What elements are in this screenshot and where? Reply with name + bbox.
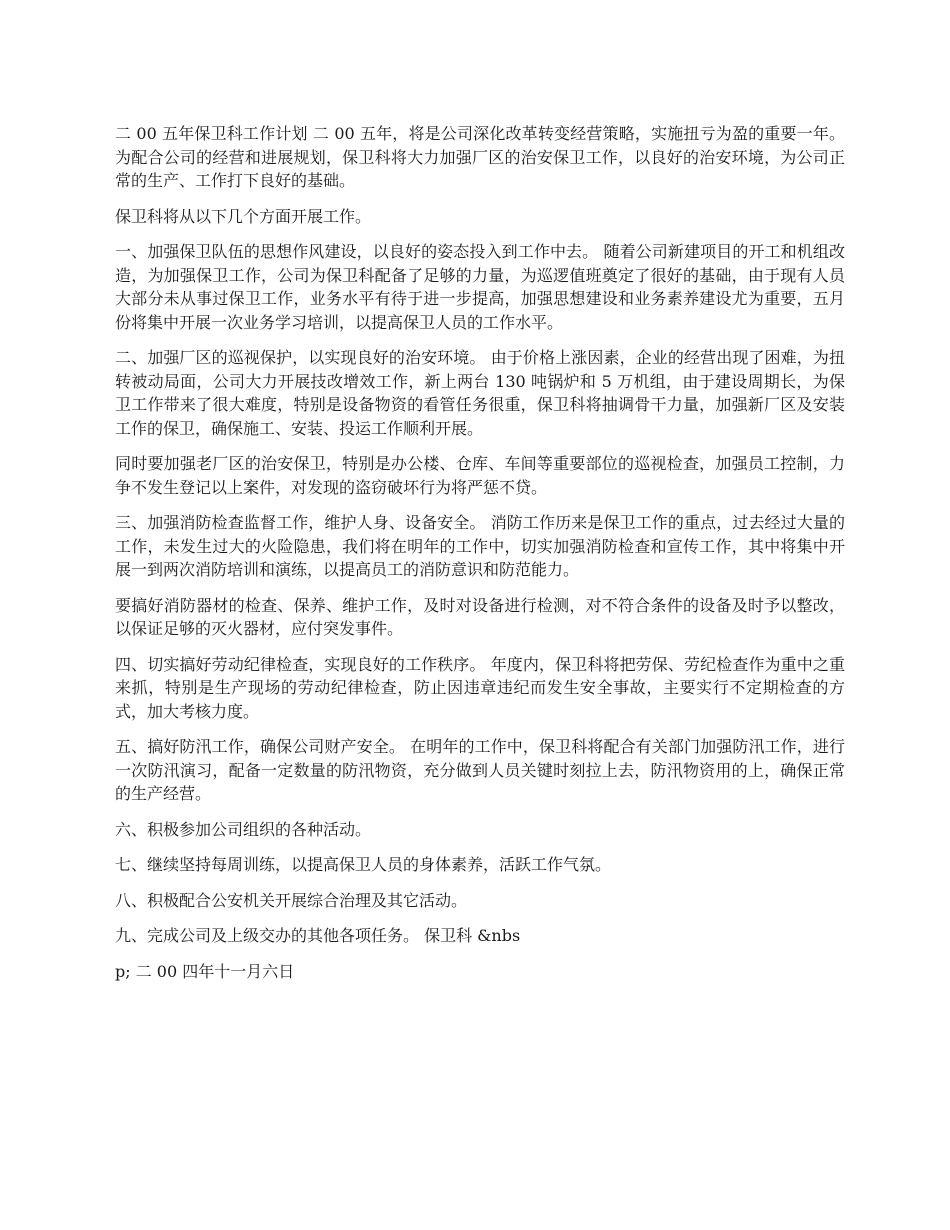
- paragraph-item-7: 七、继续坚持每周训练，以提高保卫人员的身体素养，活跃工作气氛。: [115, 855, 612, 874]
- paragraph-item-2: 二、加强厂区的巡视保护，以实现良好的治安环境。 由于价格上涨因素，企业的经营出现了困难，为扭转被动局面，公司大力开展技改增效工作，新上两台 130 吨锅炉和 5 万机组，由于建设周期长，为保卫工作带来了很大难度，特别是设备物资的看管任务很重，保卫科将抽调骨干力量，加强新厂区及安装工作的保卫，确保施工、安装、投运工作顺利开展。: [115, 348, 845, 438]
- paragraph-item-2-cont: 同时要加强老厂区的治安保卫，特别是办公楼、仓库、车间等重要部位的巡视检查，加强员工控制，力争不发生登记以上案件，对发现的盗窃破坏行为将严惩不贷。: [115, 454, 845, 497]
- paragraph-item-9: 九、完成公司及上级交办的其他各项任务。 保卫科 &nbs: [115, 926, 521, 945]
- paragraph-overview: 保卫科将从以下几个方面开展工作。: [115, 206, 372, 226]
- paragraph-item-1: 一、加强保卫队伍的思想作风建设，以良好的姿态投入到工作中去。 随着公司新建项目的开工和机组改造，为加强保卫工作，公司为保卫科配备了足够的力量，为巡逻值班奠定了很好的基础，由于现有人员大部分未从事过保卫工作，业务水平有待于进一步提高，加强思想建设和业务素养建设尤为重要，五月份将集中开展一次业务学习培训，以提高保卫人员的工作水平。: [115, 242, 845, 332]
- paragraph-intro: 二 00 五年保卫科工作计划 二 00 五年，将是公司深化改革转变经营策略，实施扭亏为盈的重要一年。为配合公司的经营和进展规划，保卫科将大力加强厂区的治安保卫工作，以良好的治安环境，为公司正常的生产、工作打下良好的基础。: [115, 124, 845, 190]
- paragraph-item-8: 八、积极配合公安机关开展综合治理及其它活动。: [115, 890, 468, 910]
- paragraph-item-3: 三、加强消防检查监督工作，维护人身、设备安全。 消防工作历来是保卫工作的重点，过去经过大量的工作，未发生过大的火险隐患，我们将在明年的工作中，切实加强消防检查和宣传工作，其中将集中开展一到两次消防培训和演练，以提高员工的消防意识和防范能力。: [115, 513, 845, 579]
- paragraph-item-6: 六、积极参加公司组织的各种活动。: [115, 819, 372, 839]
- document-body: [115, 122, 845, 995]
- paragraph-item-5: 五、搞好防汛工作，确保公司财产安全。 在明年的工作中，保卫科将配合有关部门加强防汛工作，进行一次防汛演习，配备一定数量的防汛物资，充分做到人员关键时刻拉上去，防汛物资用的上，确保正常的生产经营。: [115, 737, 845, 803]
- paragraph-item-3-cont: 要搞好消防器材的检查、保养、维护工作，及时对设备进行检测，对不符合条件的设备及时予以整改，以保证足够的灭火器材，应付突发事件。: [115, 595, 845, 638]
- paragraph-item-4: 四、切实搞好劳动纪律检查，实现良好的工作秩序。 年度内，保卫科将把劳保、劳纪检查作为重中之重来抓，特别是生产现场的劳动纪律检查，防止因违章违纪而发生安全事故，主要实行不定期检查的方式，加大考核力度。: [115, 654, 845, 721]
- paragraph-date: p; 二 00 四年十一月六日: [115, 961, 295, 981]
